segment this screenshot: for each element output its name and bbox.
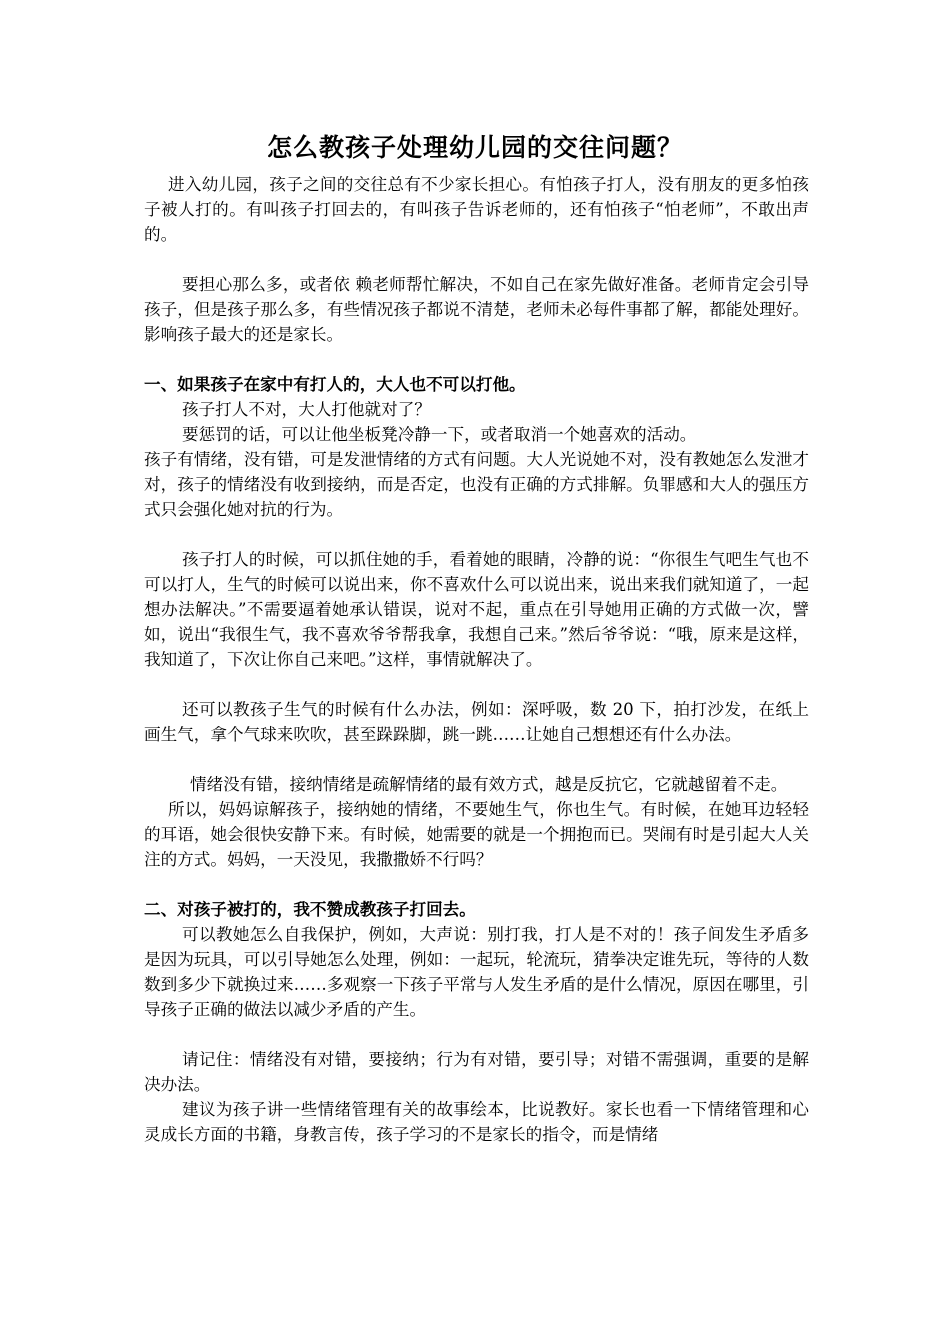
paragraph-hitting: 孩子打人的时候，可以抓住她的手，看着她的眼睛，冷静的说：“你很生气吧生气也不可以打人，生气的时候可以说出来，你不喜欢什么可以说出来，说出来我们就知道了，一起想办法解决。”不需要逼着她承认错误，说对不起，重点在引导她用正确的方式做一次，譬如，说出“我很生气，我不喜欢爷爷帮我拿，我想自己来。”然后爷爷说：“哦，原来是这样，我知道了，下次让你自己来吧。”这样，事情就解决了。 [144,550,809,669]
section-heading-1: 一、如果孩子在家中有打人的，大人也不可以打他。 [144,374,526,394]
paragraph-accept: 情绪没有错，接纳情绪是疏解情绪的最有效方式，越是反抗它，它就越留着不走。 [190,775,788,794]
paragraph-protect: 可以教她怎么自我保护，例如，大声说：别打我，打人是不对的！孩子间发生矛盾多是因为玩具，可以引导她怎么处理，例如：一起玩，轮流玩，猜拳决定谁先玩，等待的人数数到多少下就换过来……多观察一下孩子平常与人发生矛盾的是什么情况，原因在哪里，引导孩子正确的做法以减少矛盾的产生。 [144,925,809,1019]
blank-line [144,872,809,897]
paragraph-punishment: 要惩罚的话，可以让他坐板凳冷静一下，或者取消一个她喜欢的活动。 [182,425,697,444]
document-body [144,172,809,1147]
blank-line [144,672,809,697]
paragraph-suggest: 建议为孩子讲一些情绪管理有关的故事绘本，比说教好。家长也看一下情绪管理和心灵成长方面的书籍，身教言传，孩子学习的不是家长的指令，而是情绪 [144,1100,809,1144]
blank-line [144,747,809,772]
section-heading-2: 二、对孩子被打的，我不赞成教孩子打回去。 [144,899,476,919]
document-title: 怎么教孩子处理幼儿园的交往问题？ [266,133,683,162]
paragraph-remember: 请记住：情绪没有对错，要接纳；行为有对错，要引导；对错不需强调，重要的是解决办法。 [144,1050,809,1094]
blank-line [144,247,809,272]
blank-line [144,347,809,372]
paragraph-intro: 进入幼儿园，孩子之间的交往总有不少家长担心。有怕孩子打人，没有朋友的更多怕孩子被人打的。有叫孩子打回去的，有叫孩子告诉老师的，还有怕孩子“怕老师”，不敢出声的。 [144,175,809,244]
paragraph-emotion: 孩子有情绪，没有错，可是发泄情绪的方式有问题。大人光说她不对，没有教她怎么发泄才对，孩子的情绪没有收到接纳，而是否定，也没有正确的方式排解。负罪感和大人的强压方式只会强化她对抗的行为。 [144,450,809,519]
paragraph-question: 孩子打人不对，大人打他就对了？ [182,400,431,419]
paragraph-so: 所以，妈妈谅解孩子，接纳她的情绪，不要她生气，你也生气。有时候，在她耳边轻轻的耳语，她会很快安静下来。有时候，她需要的就是一个拥抱而已。哭闹有时是引起大人关注的方式。妈妈，一天没见，我撒撒娇不行吗？ [144,800,809,869]
blank-line [144,1022,809,1047]
paragraph-worry: 要担心那么多，或者依 赖老师帮忙解决，不如自己在家先做好准备。老师肯定会引导孩子，但是孩子那么多，有些情况孩子都说不清楚，老师未必每件事都了解，都能处理好。影响孩子最大的还是家长。 [144,275,809,344]
paragraph-methods: 还可以教孩子生气的时候有什么办法，例如：深呼吸，数 20 下，拍打沙发，在纸上画生气，拿个气球来吹吹，甚至跺跺脚，跳一跳……让她自己想想还有什么办法。 [144,700,809,744]
blank-line [144,522,809,547]
